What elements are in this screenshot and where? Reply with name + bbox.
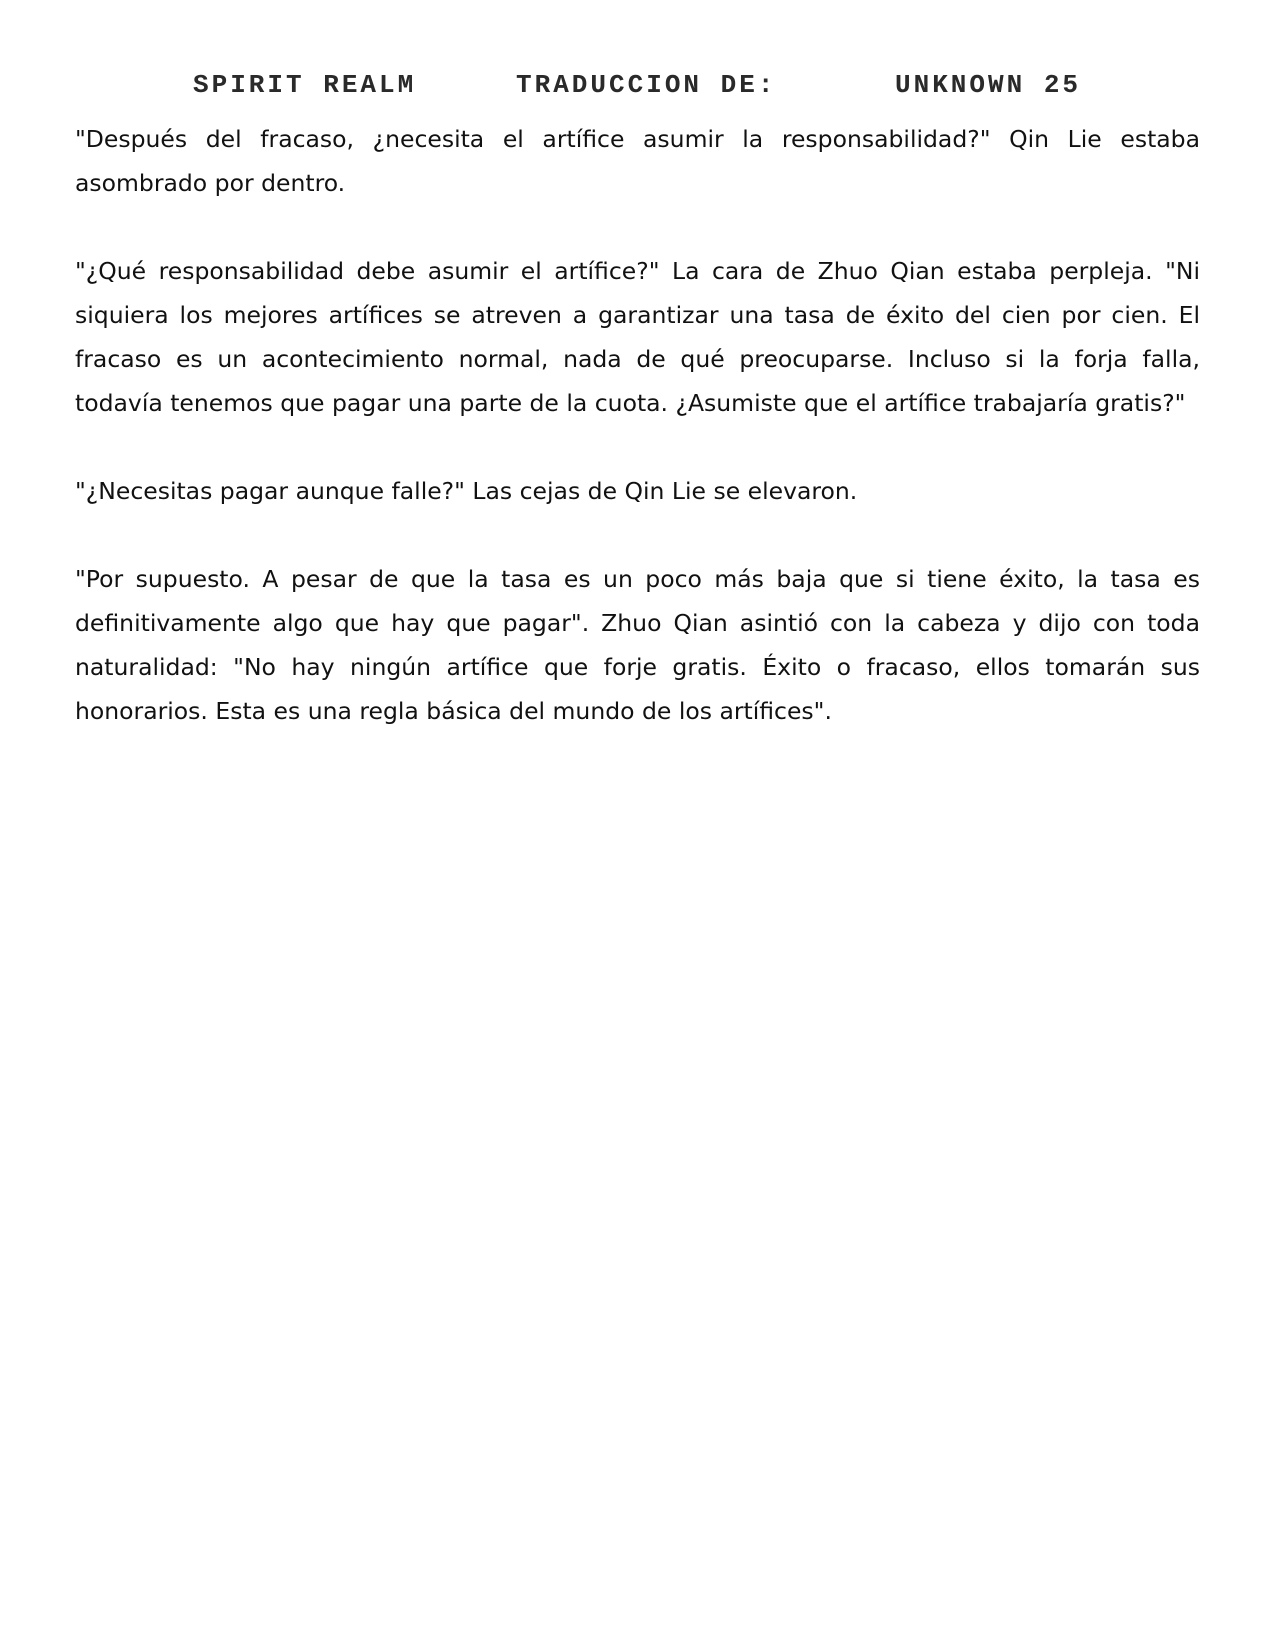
paragraph: "Después del fracaso, ¿necesita el artífice asumir la responsabilidad?" Qin Lie estaba asombrado por dentro. bbox=[75, 125, 1200, 197]
paragraph: "Por supuesto. A pesar de que la tasa es un poco más baja que si tiene éxito, la tasa es definitivamente algo que hay que pagar". Zhuo Qian asintió con la cabeza y dijo con toda naturalidad: "No hay ningún artífice que forje gratis. Éxito o fracaso, ellos tomarán sus honorarios. Esta es una regla básica del mundo de los artífices". bbox=[75, 565, 1200, 725]
paragraph: "¿Necesitas pagar aunque falle?" Las cejas de Qin Lie se elevaron. bbox=[75, 477, 858, 505]
header-translation-label: TRADUCCION DE: bbox=[516, 70, 777, 100]
paragraph: "¿Qué responsabilidad debe asumir el artífice?" La cara de Zhuo Qian estaba perpleja. "Ni siquiera los mejores artífices se atreven a garantizar una tasa de éxito del cien por cien. El fracaso es un acontecimiento normal, nada de qué preocuparse. Incluso si la forja falla, todavía tenemos que pagar una parte de la cuota. ¿Asumiste que el artífice trabajaría gratis?" bbox=[75, 257, 1200, 417]
header-translator: UNKNOWN 25 bbox=[895, 70, 1082, 100]
document-body bbox=[75, 117, 1200, 777]
header-title: SPIRIT REALM bbox=[193, 70, 417, 100]
page-header bbox=[0, 70, 1275, 110]
